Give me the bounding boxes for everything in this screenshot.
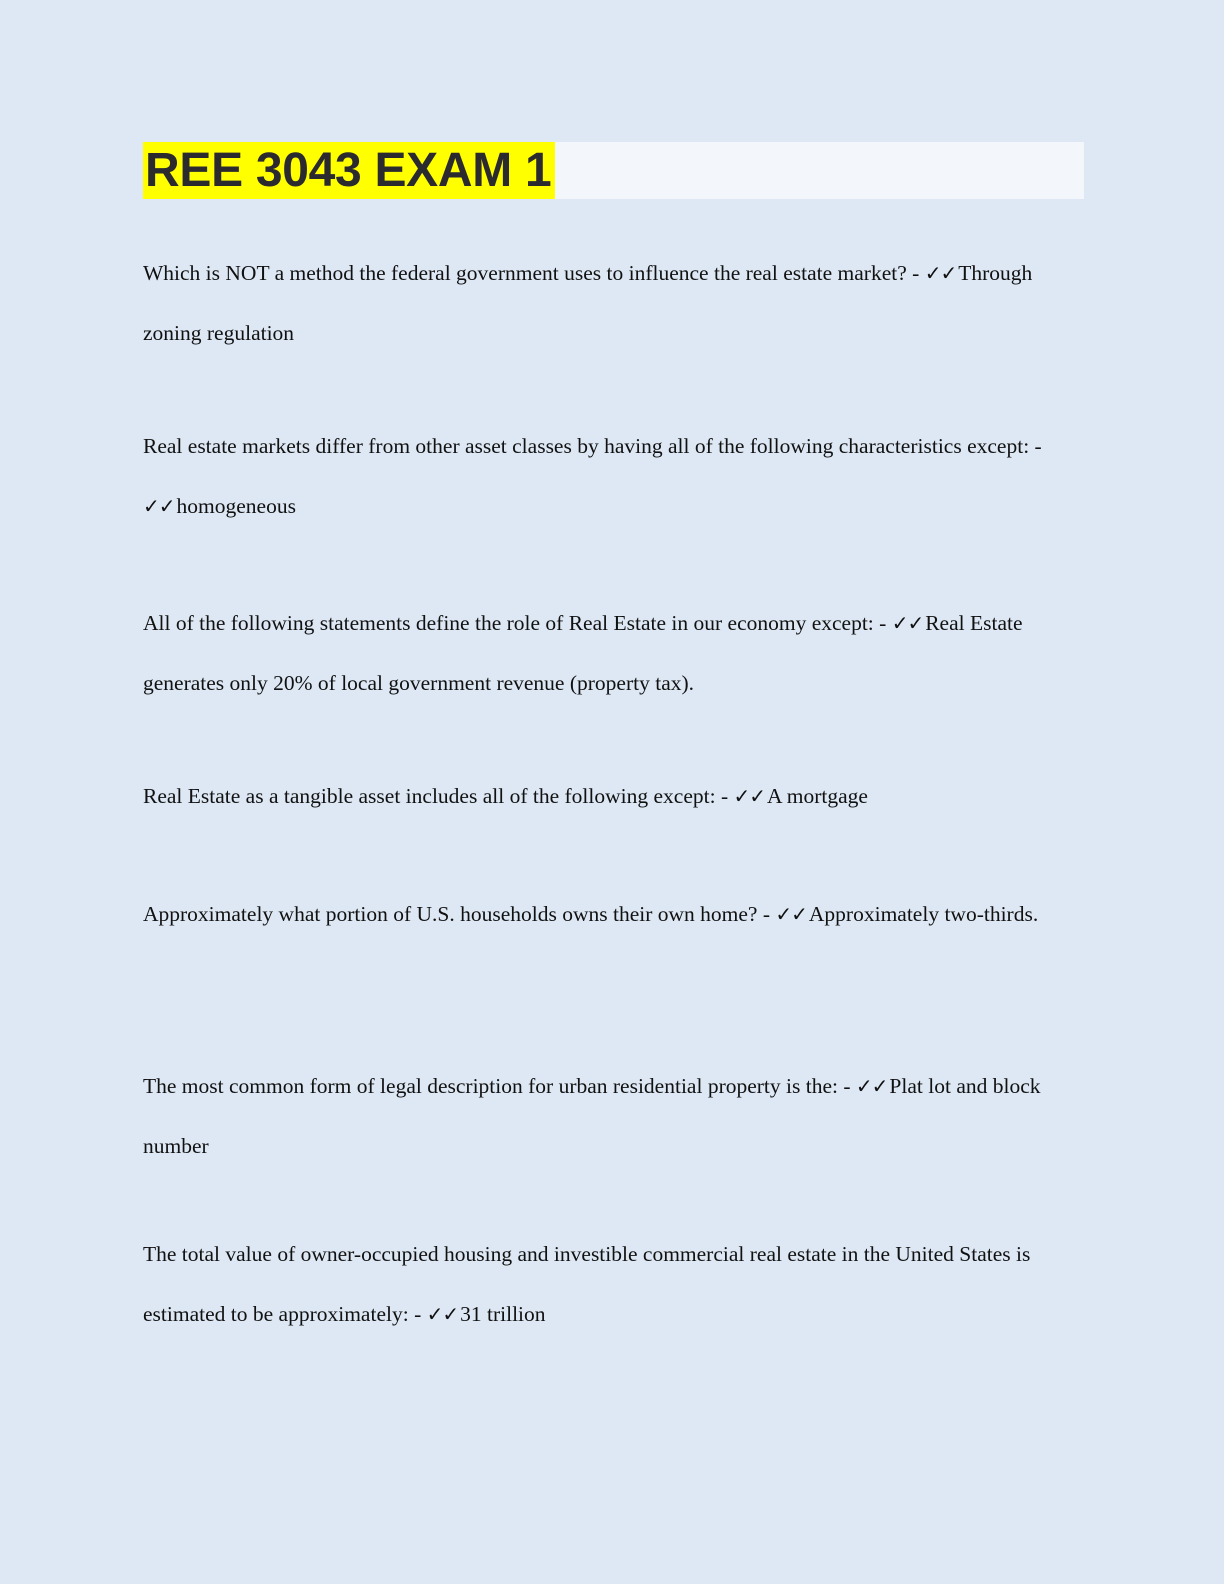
separator: -	[715, 784, 734, 808]
answer-text: A mortgage	[767, 784, 868, 808]
title-bar	[143, 142, 1084, 199]
question-text: Real Estate as a tangible asset includes all of the following except:	[143, 784, 716, 808]
double-check-icon: ✓✓	[855, 1074, 888, 1098]
answer-text: Through zoning regulation	[143, 261, 1033, 345]
separator: -	[837, 1074, 856, 1098]
qa-item	[143, 1057, 1073, 1176]
qa-item	[143, 244, 1073, 363]
answer-text: Approximately two-thirds.	[808, 902, 1039, 926]
separator: -	[873, 611, 892, 635]
double-check-icon: ✓✓	[426, 1301, 459, 1326]
answer-text: 31 trillion	[460, 1301, 546, 1326]
question-text: The total value of owner-occupied housing and investible commercial real estate in the United States is estimated to be approximately:	[143, 1242, 1031, 1326]
answer-text: Real Estate generates only 20% of local government revenue (property tax).	[143, 611, 1023, 695]
double-check-icon: ✓✓	[775, 902, 807, 926]
question-text: The most common form of legal description for urban residential property is the:	[143, 1074, 838, 1098]
qa-item	[143, 594, 1073, 713]
question-text: Real estate markets differ from other asset classes by having all of the following characteristics except:	[143, 434, 1030, 458]
qa-item	[143, 885, 1073, 945]
double-check-icon: ✓✓	[924, 261, 957, 285]
question-text: All of the following statements define the role of Real Estate in our economy except:	[143, 611, 874, 635]
qa-item	[143, 767, 1073, 827]
answer-text: homogeneous	[176, 493, 296, 518]
separator: -	[1029, 434, 1042, 458]
separator: -	[408, 1301, 427, 1326]
separator: -	[906, 261, 925, 285]
double-check-icon: ✓✓	[733, 784, 765, 808]
separator: -	[757, 902, 776, 926]
question-text: Approximately what portion of U.S. households owns their own home?	[143, 902, 758, 926]
double-check-icon: ✓✓	[891, 611, 924, 635]
double-check-icon: ✓✓	[143, 493, 175, 518]
page-title: REE 3043 EXAM 1	[143, 142, 555, 199]
question-text: Which is NOT a method the federal government uses to influence the real estate market?	[143, 261, 907, 285]
answer-text: Plat lot and block number	[143, 1074, 1041, 1158]
qa-item	[143, 417, 1073, 536]
qa-item	[143, 1225, 1073, 1344]
